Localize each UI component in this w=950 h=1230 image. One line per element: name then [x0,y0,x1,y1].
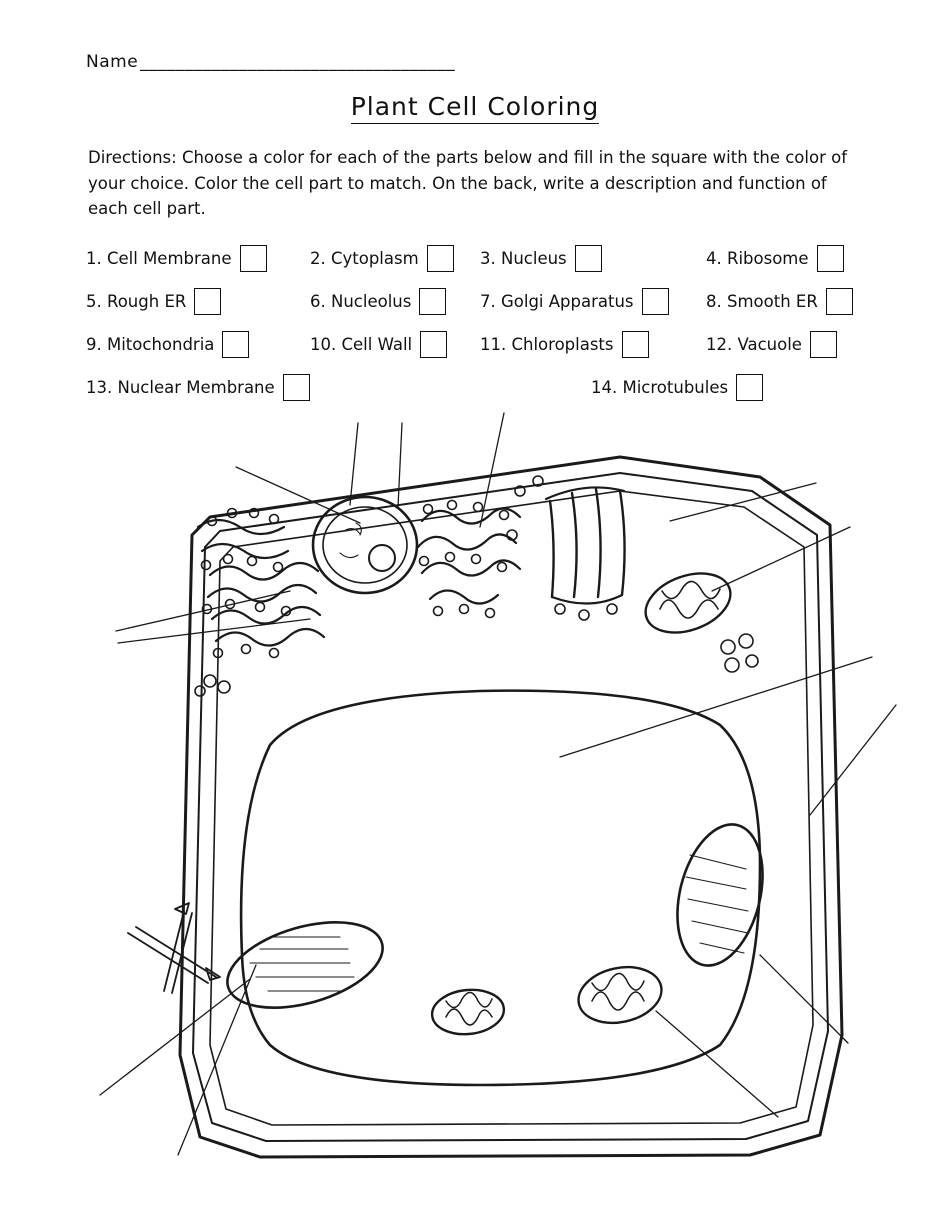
rough-er-fold-4 [216,629,324,646]
rough-er-right-4 [430,590,498,603]
part-item-chloroplasts [480,331,649,358]
page-title-text: Plant Cell Coloring [351,92,600,124]
part-item-golgi-apparatus [480,288,669,315]
color-swatch-rough-er[interactable] [194,288,221,315]
part-label-nuclear-membrane: 13. Nuclear Membrane [86,378,275,397]
rough-er-right-2 [418,534,516,549]
part-label-mitochondria: 9. Mitochondria [86,335,215,354]
part-label-cell-wall: 10. Cell Wall [310,335,413,354]
part-label-ribosome: 4. Ribosome [706,249,809,268]
plant-cell-drawing [60,395,940,1205]
golgi-sac-3 [596,489,601,597]
leader-line-14 [178,965,256,1155]
leader-line-1 [236,467,360,523]
golgi-bottom-edge [552,595,622,604]
part-label-chloroplasts: 11. Chloroplasts [480,335,614,354]
parts-row-2 [86,288,876,331]
color-swatch-cytoplasm[interactable] [427,245,454,272]
rough-er-fold-3 [212,607,320,624]
part-item-nucleus [480,245,602,272]
leader-line-9 [560,657,872,757]
leader-line-11 [760,955,848,1043]
part-item-ribosome [706,245,844,272]
golgi-top-edge [546,487,624,499]
part-label-smooth-er: 8. Smooth ER [706,292,818,311]
part-item-rough-er [86,288,221,315]
color-swatch-golgi-apparatus[interactable] [642,288,669,315]
part-item-smooth-er [706,288,853,315]
golgi-sac-4 [620,491,625,595]
part-item-nucleolus [310,288,446,315]
color-swatch-cell-wall[interactable] [420,331,447,358]
rough-er-fold-1 [210,563,318,580]
mitochondrion-bottom-middle [430,986,506,1037]
color-swatch-nucleolus[interactable] [419,288,446,315]
color-swatch-chloroplasts[interactable] [622,331,649,358]
part-label-microtubules: 14. Microtubules [591,378,729,397]
mitochondrion-upper-right [637,563,738,644]
part-item-cell-wall [310,331,447,358]
leader-line-4 [350,423,358,505]
microtubules-group [128,903,220,993]
directions-paragraph: Directions: Choose a color for each of the parts below and fill in the square with the color of your choice. Color the cell part to match. On the back, write a description and function of each cell part. [88,148,848,219]
name-blank[interactable]: ___________________________________ [140,52,456,72]
part-item-cytoplasm [310,245,454,272]
chloroplast-lower-left [218,906,393,1023]
vesicle-cluster-right [721,634,758,672]
golgi-sac-1 [550,501,554,597]
rough-er-fold-2 [208,585,316,602]
ribosome-dots-right [420,486,526,618]
part-item-vacuole [706,331,837,358]
mitochondrion-bottom-right [573,960,666,1030]
nucleus-outline [323,507,407,583]
color-swatch-cell-membrane[interactable] [240,245,267,272]
part-label-cell-membrane: 1. Cell Membrane [86,249,232,268]
part-label-cytoplasm: 2. Cytoplasm [310,249,419,268]
leader-lines [100,413,896,1155]
plant-cell-diagram [60,395,940,1205]
part-label-nucleolus: 6. Nucleolus [310,292,412,311]
parts-row-3 [86,331,876,374]
name-field-line [86,52,455,72]
part-label-vacuole: 12. Vacuole [706,335,802,354]
parts-row-1 [86,245,876,288]
color-swatch-nucleus[interactable] [575,245,602,272]
nuclear-membrane-outline [313,497,417,593]
vacuole-outline [241,691,760,1085]
color-swatch-mitochondria[interactable] [222,331,249,358]
leader-line-3 [118,619,310,643]
golgi-sac-2 [572,493,577,597]
part-item-cell-membrane [86,245,267,272]
cell-parts-list [86,245,876,417]
name-label: Name [86,52,139,72]
rough-er-right-3 [422,560,520,575]
part-label-nucleus: 3. Nucleus [480,249,567,268]
leader-line-13 [100,979,250,1095]
color-swatch-smooth-er[interactable] [826,288,853,315]
color-swatch-ribosome[interactable] [817,245,844,272]
part-label-rough-er: 5. Rough ER [86,292,187,311]
leader-line-5 [398,423,402,507]
cell-wall-inner-line [193,473,828,1141]
color-swatch-vacuole[interactable] [810,331,837,358]
rough-er-fold-6 [202,544,288,558]
part-label-golgi-apparatus: 7. Golgi Apparatus [480,292,634,311]
nucleolus-outline [369,545,395,571]
page-title [0,92,950,121]
part-item-mitochondria [86,331,249,358]
